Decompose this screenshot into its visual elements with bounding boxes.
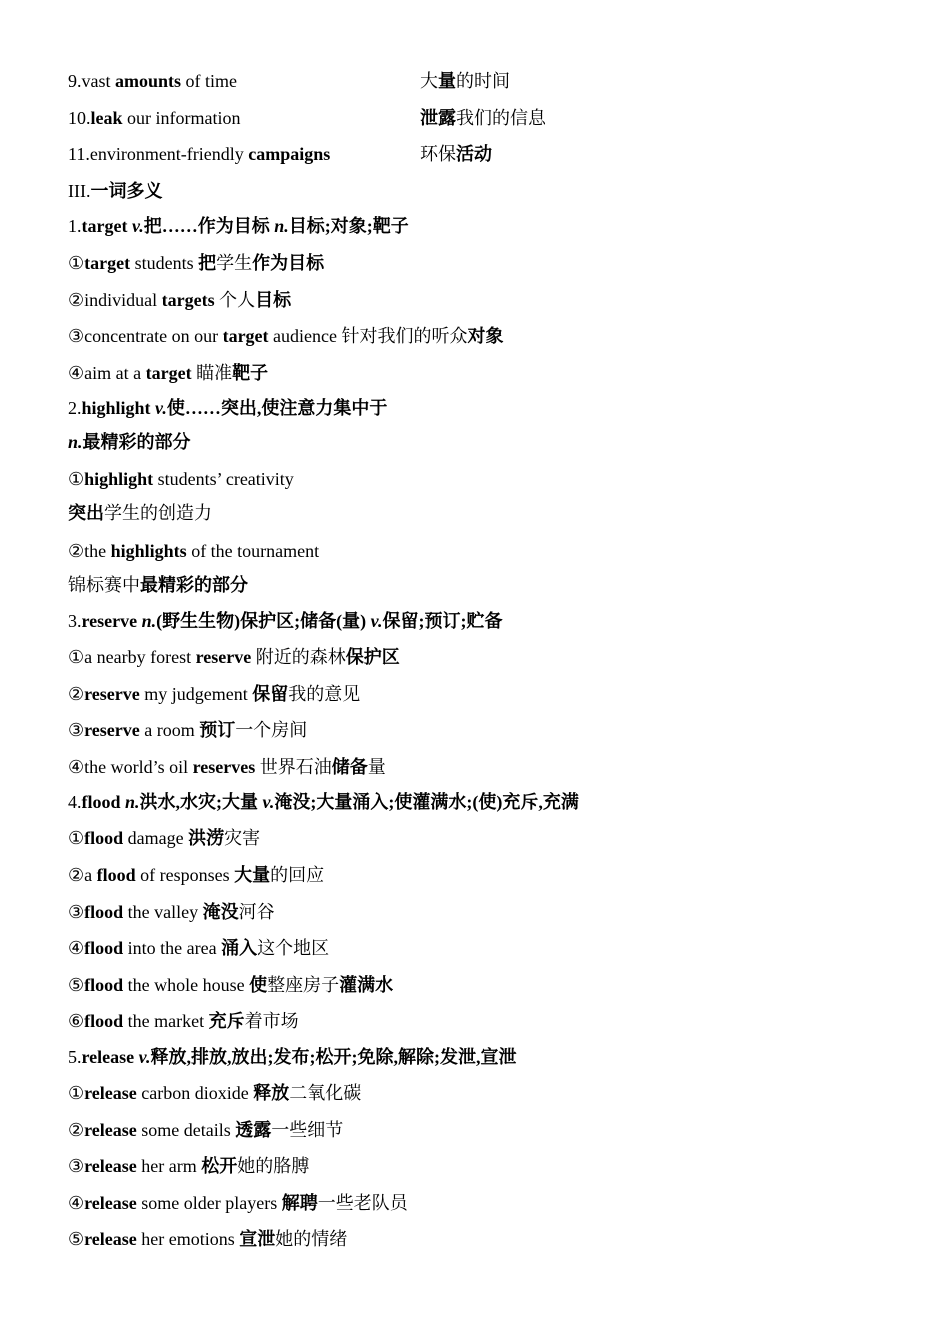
text-segment: 大 <box>420 71 438 91</box>
text-segment: ② <box>68 1120 85 1140</box>
text-segment: 二氧化碳 <box>289 1083 362 1103</box>
text-segment: 活动 <box>456 144 492 164</box>
text-segment: ① <box>68 1083 85 1103</box>
text-segment: 淹没;大量涌入;使灌满水;(使)充斥,充满 <box>274 792 579 812</box>
text-segment: the whole house <box>123 975 250 995</box>
text-segment: 一些细节 <box>271 1120 344 1140</box>
text-segment: ②individual <box>68 290 162 310</box>
text-segment: 学生的创造力 <box>104 503 212 523</box>
text-segment: 9.vast <box>68 71 115 91</box>
text-segment: ②a <box>68 865 97 885</box>
text-segment: 使……突出,使注意力集中于 <box>166 398 388 418</box>
text-line <box>68 431 191 453</box>
text-segment: ① <box>68 828 85 848</box>
text-segment: a room <box>139 720 200 740</box>
text-segment: ①a nearby forest <box>68 647 196 667</box>
text-line <box>68 827 260 849</box>
text-segment: ②the <box>68 541 111 561</box>
text-segment: 一个房间 <box>235 720 308 740</box>
text-segment: 最精彩的部分 <box>140 575 248 595</box>
text-segment: flood <box>84 828 124 848</box>
vocab-row-chinese <box>420 143 492 165</box>
text-segment: 环保 <box>420 144 456 164</box>
text-segment: reserves <box>192 757 256 777</box>
text-segment: highlight <box>84 469 154 489</box>
text-segment: 10. <box>68 108 91 128</box>
text-segment: 着市场 <box>244 1011 299 1031</box>
text-line <box>68 1192 408 1214</box>
text-segment: 洪涝 <box>188 828 225 848</box>
text-segment: ⑤ <box>68 1229 85 1249</box>
text-line <box>68 180 162 202</box>
text-segment: 透露 <box>235 1120 272 1140</box>
text-segment: 附近的森林 <box>251 647 346 667</box>
text-segment: 5. <box>68 1047 82 1067</box>
text-segment: amounts <box>115 71 182 91</box>
text-line <box>68 1119 343 1141</box>
text-segment: 个人 <box>214 290 256 310</box>
vocab-row-english <box>68 70 237 92</box>
text-segment: 宣泄 <box>239 1229 276 1249</box>
text-segment: 目标 <box>255 290 292 310</box>
vocab-row-english <box>68 143 330 165</box>
text-segment: the valley <box>123 902 203 922</box>
text-segment: 的回应 <box>270 865 325 885</box>
text-line <box>68 362 268 384</box>
text-segment: 3. <box>68 611 82 631</box>
text-line <box>68 252 324 274</box>
text-segment: ⑤ <box>68 975 85 995</box>
text-line <box>68 683 360 705</box>
text-segment: ③ <box>68 1156 85 1176</box>
text-segment: n. <box>125 792 140 812</box>
text-segment: v. <box>370 611 383 631</box>
text-segment: ④aim at a <box>68 363 146 383</box>
text-segment: damage <box>123 828 189 848</box>
text-segment: v. <box>262 792 275 812</box>
text-segment: 瞄准 <box>191 363 233 383</box>
text-segment: release <box>84 1083 137 1103</box>
text-segment: 她的情绪 <box>275 1229 348 1249</box>
text-segment: 释放 <box>253 1083 290 1103</box>
text-segment: 4. <box>68 792 82 812</box>
text-segment: 河谷 <box>238 902 275 922</box>
text-segment: release <box>84 1193 137 1213</box>
text-segment: of time <box>181 71 238 91</box>
text-segment: 11.environment-friendly <box>68 144 249 164</box>
text-segment: 这个地区 <box>257 938 330 958</box>
text-segment: 作为目标 <box>252 253 325 273</box>
text-segment: reserve <box>81 611 138 631</box>
text-segment: v. <box>138 1047 151 1067</box>
text-segment: some older players <box>136 1193 282 1213</box>
text-line <box>68 1046 516 1068</box>
text-segment: 使 <box>249 975 268 995</box>
text-line <box>68 1082 361 1104</box>
text-segment: 释放,排放,放出;发布;松开;免除,解除;发泄,宣泄 <box>150 1047 517 1067</box>
text-segment: 保留 <box>252 684 289 704</box>
text-segment: reserve <box>195 647 252 667</box>
text-segment: 保护区 <box>345 647 400 667</box>
text-line <box>68 574 248 596</box>
text-segment: 突出 <box>68 503 104 523</box>
text-segment: flood <box>84 902 124 922</box>
text-line <box>68 1010 299 1032</box>
text-segment: 淹没 <box>202 902 239 922</box>
text-segment: (野生生物)保护区;储备(量) <box>156 611 371 631</box>
text-segment: reserve <box>84 720 140 740</box>
text-segment: highlight <box>81 398 151 418</box>
text-line <box>68 610 502 632</box>
text-line <box>68 540 319 562</box>
text-line <box>68 502 212 524</box>
text-segment: 的时间 <box>456 71 510 91</box>
text-segment: n. <box>141 611 157 631</box>
text-segment: 一词多义 <box>90 181 163 201</box>
text-segment: my judgement <box>139 684 253 704</box>
text-segment: v. <box>131 216 144 236</box>
text-segment: n. <box>274 216 289 236</box>
text-segment: audience 针对我们的听众 <box>268 326 468 346</box>
text-segment: targets <box>161 290 215 310</box>
text-segment: ④ <box>68 938 85 958</box>
text-segment: 泄露 <box>420 108 456 128</box>
text-line <box>68 1228 347 1250</box>
text-segment: 涌入 <box>221 938 258 958</box>
text-segment: carbon dioxide <box>136 1083 254 1103</box>
text-segment: ④ <box>68 1193 85 1213</box>
text-segment: 洪水,水灾;大量 <box>139 792 263 812</box>
text-segment: 灌满水 <box>339 975 394 995</box>
text-line <box>68 215 409 237</box>
text-segment: 量 <box>438 71 456 91</box>
text-segment: release <box>84 1120 137 1140</box>
text-segment: ③ <box>68 720 85 740</box>
text-line <box>68 937 329 959</box>
text-segment: ① <box>68 253 85 273</box>
text-segment: 2. <box>68 398 82 418</box>
text-segment: ③concentrate on our <box>68 326 223 346</box>
text-segment: students’ creativity <box>153 469 294 489</box>
text-segment: our information <box>122 108 241 128</box>
text-segment: 世界石油 <box>255 757 332 777</box>
text-segment: flood <box>84 938 124 958</box>
text-segment: 大量 <box>234 865 271 885</box>
text-segment: 松开 <box>201 1156 238 1176</box>
text-segment: her emotions <box>136 1229 240 1249</box>
text-segment: 充斥 <box>208 1011 245 1031</box>
text-line <box>68 289 291 311</box>
text-segment: 整座房子 <box>267 975 340 995</box>
text-segment: the market <box>123 1011 209 1031</box>
text-segment: ① <box>68 469 85 489</box>
text-segment: 靶子 <box>232 363 269 383</box>
text-segment: target <box>81 216 128 236</box>
text-segment: her arm <box>136 1156 202 1176</box>
text-segment: 一些老队员 <box>317 1193 408 1213</box>
text-segment: ④the world’s oil <box>68 757 193 777</box>
text-line <box>68 719 307 741</box>
text-segment: ⑥ <box>68 1011 85 1031</box>
text-segment: 锦标赛中 <box>68 575 140 595</box>
text-segment: 她的胳膊 <box>237 1156 310 1176</box>
text-segment: n. <box>68 432 83 452</box>
text-segment: 对象 <box>467 326 504 346</box>
text-segment: III. <box>68 181 91 201</box>
text-segment: 量 <box>367 757 386 777</box>
text-line <box>68 901 275 923</box>
text-line <box>68 325 504 347</box>
text-segment: 预订 <box>199 720 236 740</box>
text-segment: 我们的信息 <box>456 108 546 128</box>
text-segment: ② <box>68 684 85 704</box>
text-segment: flood <box>84 1011 124 1031</box>
text-line <box>68 397 387 419</box>
text-segment: 保留;预订;贮备 <box>382 611 503 631</box>
text-segment: flood <box>81 792 121 812</box>
text-segment: target <box>222 326 269 346</box>
text-line <box>68 791 579 813</box>
text-segment: release <box>84 1156 137 1176</box>
text-segment: 1. <box>68 216 82 236</box>
text-segment: students <box>130 253 199 273</box>
text-segment: 最精彩的部分 <box>82 432 191 452</box>
text-segment: target <box>84 253 131 273</box>
text-line <box>68 864 324 886</box>
text-segment: of the tournament <box>186 541 320 561</box>
text-segment: of responses <box>135 865 235 885</box>
text-segment: target <box>145 363 192 383</box>
text-segment: v. <box>155 398 167 418</box>
text-segment: 储备 <box>331 757 368 777</box>
text-line <box>68 646 400 668</box>
vocab-row-english <box>68 107 241 129</box>
text-segment: ③ <box>68 902 85 922</box>
text-segment: 把……作为目标 <box>143 216 275 236</box>
text-segment: 目标;对象;靶子 <box>288 216 409 236</box>
text-segment: 灾害 <box>224 828 261 848</box>
text-segment: leak <box>90 108 123 128</box>
text-segment: campaigns <box>248 144 331 164</box>
text-segment: release <box>81 1047 135 1067</box>
vocab-row-chinese <box>420 107 546 129</box>
text-line <box>68 1155 309 1177</box>
text-segment: 我的意见 <box>288 684 361 704</box>
text-segment: flood <box>84 975 124 995</box>
text-segment: flood <box>96 865 136 885</box>
text-line <box>68 756 386 778</box>
text-segment: 把 <box>198 253 217 273</box>
vocab-row-chinese <box>420 70 510 92</box>
text-segment: release <box>84 1229 137 1249</box>
text-segment: into the area <box>123 938 222 958</box>
text-segment: 学生 <box>216 253 253 273</box>
text-line <box>68 974 393 996</box>
text-segment: highlights <box>110 541 187 561</box>
text-line <box>68 468 294 490</box>
text-segment: 解聘 <box>281 1193 318 1213</box>
text-segment: some details <box>136 1120 236 1140</box>
text-segment: reserve <box>84 684 140 704</box>
